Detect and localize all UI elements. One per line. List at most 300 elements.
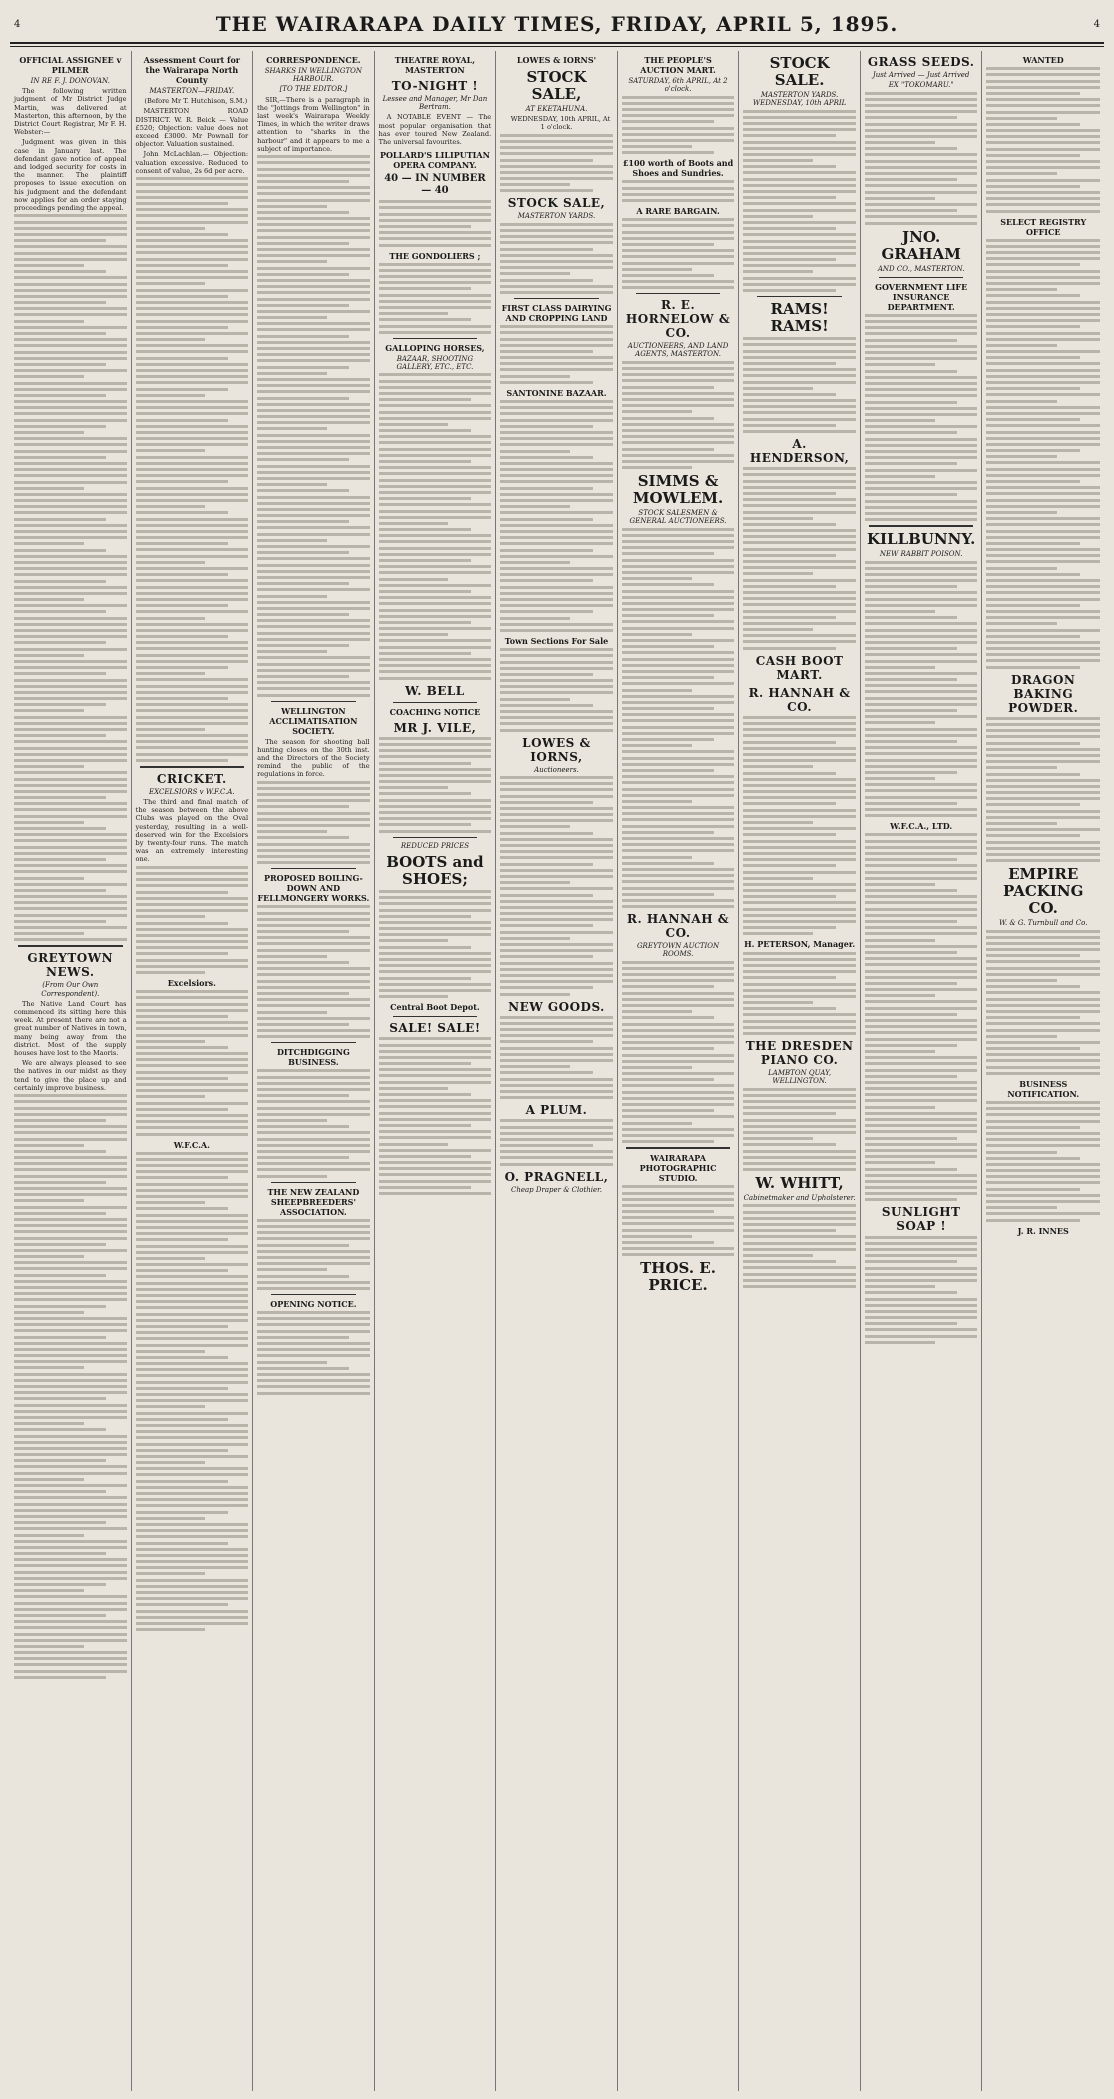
text-line [500, 511, 613, 514]
text-line [986, 723, 1100, 726]
text-line [14, 1447, 127, 1450]
text-line [136, 202, 228, 205]
text-line [865, 450, 978, 453]
text-line [500, 832, 592, 835]
text-line [257, 1373, 370, 1376]
text-line [257, 452, 370, 455]
text-line [622, 1078, 714, 1081]
text-line [14, 369, 127, 372]
text-line [986, 117, 1056, 120]
advert-subheading: EX "TOKOMARU." [888, 81, 954, 90]
text-line [865, 1192, 978, 1195]
text-line [257, 545, 370, 548]
text-line [986, 523, 1100, 526]
text-line [136, 320, 249, 323]
text-line [622, 627, 735, 630]
text-line [865, 647, 957, 650]
text-line [986, 406, 1100, 409]
text-line [14, 493, 127, 496]
text-line [257, 1361, 327, 1364]
text-line [622, 280, 735, 283]
text-line [865, 858, 957, 861]
text-line [743, 572, 813, 575]
text-line [14, 1527, 127, 1530]
text-line [743, 523, 835, 526]
text-line [379, 964, 492, 967]
text-line [14, 1292, 127, 1295]
text-line [986, 239, 1100, 242]
text-line [14, 264, 84, 267]
text-line [257, 1323, 370, 1326]
text-line [257, 949, 370, 952]
text-line [622, 750, 735, 753]
text-line [743, 343, 856, 346]
text-line [500, 863, 592, 866]
text-line [986, 629, 1100, 632]
text-line [743, 1229, 835, 1232]
text-line [257, 397, 349, 400]
text-line [14, 802, 127, 805]
text-line [14, 1212, 106, 1215]
text-line [14, 351, 127, 354]
text-line [136, 1133, 249, 1136]
text-line [257, 955, 327, 958]
text-line [865, 1285, 935, 1288]
text-line [743, 958, 856, 961]
text-line [865, 1000, 978, 1003]
text-line [743, 1119, 856, 1122]
text-line [622, 429, 735, 432]
text-line [622, 967, 735, 970]
text-line [622, 862, 714, 865]
text-line [743, 141, 856, 144]
body-text-block [622, 528, 735, 908]
text-line [136, 1628, 206, 1631]
text-line [257, 619, 370, 622]
text-line [257, 254, 370, 257]
text-line [379, 565, 492, 568]
text-line [136, 1461, 206, 1464]
text-line [257, 378, 370, 381]
text-line [986, 197, 1100, 200]
text-line [500, 825, 570, 828]
text-line [257, 168, 370, 171]
text-line [136, 251, 249, 254]
text-line [865, 357, 978, 360]
text-line [14, 1360, 127, 1363]
text-line [622, 763, 735, 766]
text-line [257, 1150, 370, 1153]
text-line [14, 728, 127, 731]
text-line [14, 790, 127, 793]
text-line [257, 260, 327, 263]
advert-heading: A PLUM. [525, 1103, 588, 1118]
text-line [14, 1657, 127, 1660]
text-line [257, 564, 370, 567]
score-heading: Excelsiors. [167, 978, 216, 989]
text-line [865, 401, 957, 404]
text-line [379, 946, 471, 949]
text-line [14, 852, 127, 855]
text-line [622, 448, 714, 451]
text-line [986, 301, 1100, 304]
text-line [500, 912, 613, 915]
text-line [500, 691, 613, 694]
text-line [986, 828, 1100, 831]
text-line [14, 221, 127, 224]
text-line [257, 427, 327, 430]
article-subheading: SHARKS IN WELLINGTON HARBOUR. [264, 67, 362, 84]
body-text-block [257, 1311, 370, 1394]
text-line [622, 1091, 735, 1094]
text-line [500, 1034, 613, 1037]
text-line [743, 541, 856, 544]
text-line [622, 670, 735, 673]
text-line [14, 1298, 127, 1301]
text-line [257, 1348, 370, 1351]
text-line [14, 858, 106, 861]
article-text: SIR,—There is a paragraph in the "Jottings from Wellington" in last week's Wairarapa Weekly Times, in which the writer draws attention to "sharks in the harbour" and it appears to me a subject of importance. [257, 95, 370, 153]
text-line [743, 1266, 856, 1269]
text-line [743, 1223, 856, 1226]
text-line [257, 687, 370, 690]
text-line [743, 616, 835, 619]
body-text-block [743, 1204, 856, 1287]
text-line [986, 276, 1100, 279]
text-line [743, 1112, 835, 1115]
text-line [14, 759, 127, 762]
text-line [743, 110, 856, 113]
advert-text: A NOTABLE EVENT — The most popular organisation that has ever toured New Zealand. The universal favourites. [378, 113, 492, 147]
text-line [622, 707, 714, 710]
text-line [257, 1107, 370, 1110]
text-line [986, 92, 1079, 95]
text-line [743, 362, 835, 365]
text-line [743, 387, 813, 390]
text-line [986, 960, 1100, 963]
text-line [622, 590, 735, 593]
text-line [257, 663, 370, 666]
text-line [14, 518, 106, 521]
text-line [136, 971, 206, 974]
text-line [136, 1126, 249, 1129]
text-line [865, 1019, 978, 1022]
text-line [379, 1136, 492, 1139]
text-line [865, 1069, 978, 1072]
text-line [379, 762, 471, 765]
text-line [14, 889, 106, 892]
text-line [136, 759, 228, 762]
text-line [379, 373, 492, 376]
text-line [379, 534, 492, 537]
text-line [257, 812, 370, 815]
text-line [257, 1379, 370, 1382]
text-line [743, 1273, 856, 1276]
text-line [136, 1251, 249, 1254]
text-line [986, 1126, 1079, 1129]
text-line [986, 948, 1100, 951]
text-line [865, 1007, 978, 1010]
text-line [743, 283, 856, 286]
text-line [500, 617, 570, 620]
text-line [379, 466, 492, 469]
text-line [379, 902, 492, 905]
text-line [500, 1119, 613, 1122]
text-line [743, 128, 856, 131]
text-line [622, 1066, 692, 1069]
text-line [257, 930, 349, 933]
text-line [865, 579, 978, 582]
text-line [379, 281, 492, 284]
text-line [14, 1150, 106, 1153]
text-line [622, 417, 714, 420]
text-line [257, 1336, 349, 1339]
text-line [136, 1597, 249, 1600]
text-line [14, 827, 106, 830]
article-text: (Before Mr T. Hutchison, S.M.) [144, 97, 248, 106]
text-line [136, 518, 249, 521]
text-line [379, 786, 449, 789]
text-line [379, 1105, 492, 1108]
text-line [865, 147, 957, 150]
text-line [14, 1230, 127, 1233]
text-line [14, 1249, 127, 1252]
text-line [865, 635, 978, 638]
text-line [14, 1391, 127, 1394]
article-subheading: [TO THE EDITOR.] [279, 85, 348, 94]
text-line [14, 1379, 127, 1382]
text-line [136, 1077, 228, 1080]
text-line [622, 757, 735, 760]
advert-subheading: SATURDAY, 6th APRIL, At 2 o'clock. [628, 77, 728, 94]
text-line [136, 332, 249, 335]
text-line [257, 273, 349, 276]
text-line [986, 973, 1100, 976]
text-line [743, 603, 856, 606]
text-line [257, 1029, 370, 1032]
text-line [136, 1560, 249, 1563]
text-line [743, 790, 856, 793]
text-line [743, 747, 856, 750]
text-line [743, 122, 856, 125]
text-line [136, 915, 206, 918]
text-line [986, 179, 1100, 182]
text-line [865, 951, 957, 954]
text-line [379, 584, 492, 587]
text-line [257, 607, 370, 610]
text-line [500, 931, 613, 934]
text-line [865, 994, 935, 997]
text-line [14, 685, 127, 688]
text-line [500, 1150, 613, 1153]
text-line [743, 227, 835, 230]
text-line [257, 328, 370, 331]
advert-subheading: Just Arrived — Just Arrived [872, 71, 970, 79]
text-line [743, 647, 835, 650]
text-line [986, 1175, 1100, 1178]
text-line [865, 914, 978, 917]
text-line [622, 1115, 735, 1118]
advert-heading: THOS. E. PRICE. [640, 1259, 716, 1295]
body-text-block [500, 1016, 613, 1099]
text-line [986, 1212, 1100, 1215]
text-line [500, 1059, 613, 1062]
text-line [379, 664, 492, 667]
text-line [622, 719, 735, 722]
text-line [379, 1186, 471, 1189]
text-line [622, 392, 735, 395]
text-line [257, 1354, 370, 1357]
text-line [986, 585, 1100, 588]
text-line [14, 1645, 84, 1648]
text-line [14, 1274, 106, 1277]
body-text-block [379, 737, 492, 833]
text-line [14, 703, 106, 706]
column-3 [253, 51, 375, 2091]
text-line [622, 1054, 735, 1057]
text-line [136, 965, 249, 968]
text-line [986, 567, 1056, 570]
text-line [865, 481, 978, 484]
text-line [257, 1311, 370, 1314]
text-line [743, 356, 856, 359]
text-line [865, 982, 957, 985]
text-line [865, 585, 957, 588]
text-line [743, 840, 856, 843]
text-line [14, 536, 127, 539]
text-line [14, 1168, 127, 1171]
text-line [257, 1125, 349, 1128]
text-line [622, 620, 735, 623]
text-line [500, 462, 613, 465]
text-line [14, 462, 127, 465]
text-line [743, 585, 835, 588]
text-line [865, 500, 978, 503]
text-line [257, 217, 370, 220]
text-line [379, 817, 492, 820]
text-line [136, 678, 249, 681]
article-text: The third and final match of the season between the above Clubs was played on the Oval yesterday, resulting in a well-deserved win for the Excelsiors by twenty-four runs. The match was an extremely interesting one. [135, 798, 249, 864]
text-line [257, 613, 349, 616]
text-line [865, 1155, 978, 1158]
text-line [14, 709, 84, 712]
text-line [743, 908, 856, 911]
advert-heading: H. PETERSON, Manager. [744, 939, 856, 950]
text-line [257, 799, 370, 802]
text-line [14, 691, 127, 694]
text-line [500, 524, 613, 527]
text-line [622, 887, 735, 890]
text-line [14, 400, 127, 403]
text-line [865, 1335, 978, 1338]
text-line [986, 1138, 1100, 1141]
text-line [136, 1313, 249, 1316]
text-line [865, 877, 978, 880]
text-line [743, 1143, 835, 1146]
text-line [14, 1651, 127, 1654]
text-line [136, 1263, 249, 1266]
text-line [986, 1059, 1100, 1062]
body-text-block [257, 1069, 370, 1177]
text-line [379, 1149, 492, 1152]
text-line [136, 1319, 249, 1322]
text-line [500, 368, 613, 371]
text-line [379, 510, 492, 513]
text-line [986, 418, 1079, 421]
text-line [986, 779, 1100, 782]
text-line [622, 151, 714, 154]
text-line [14, 784, 127, 787]
text-line [500, 1047, 613, 1050]
text-line [136, 1566, 249, 1569]
text-line [865, 740, 957, 743]
text-line [986, 573, 1079, 576]
text-line [257, 483, 327, 486]
text-line [14, 1243, 106, 1246]
article-text: The following written judgment of Mr District Judge Martin, was delivered at Masterton, this afternoon, by the District Court Registrar, Mr F. H. Webster:— [14, 87, 127, 137]
advert-heading: Central Boot Depot. [390, 1002, 480, 1013]
text-line [14, 487, 84, 490]
text-line [622, 800, 692, 803]
text-line [500, 487, 592, 490]
text-line [257, 805, 349, 808]
text-line [865, 407, 978, 410]
text-line [986, 98, 1100, 101]
text-line [14, 1385, 127, 1388]
text-line [136, 449, 206, 452]
body-text-block [136, 177, 249, 762]
classifieds-block [986, 239, 1100, 669]
text-line [136, 1306, 249, 1309]
text-line [622, 905, 735, 908]
text-line [865, 1099, 978, 1102]
text-line [622, 1241, 714, 1244]
text-line [14, 586, 127, 589]
text-line [379, 977, 471, 980]
text-line [379, 219, 492, 222]
text-line [622, 868, 735, 871]
text-line [865, 1328, 978, 1331]
advert-subheading: MASTERTON YARDS. WEDNESDAY, 10th APRIL [752, 91, 847, 108]
text-line [136, 1548, 249, 1551]
text-line [622, 1035, 735, 1038]
text-line [500, 331, 613, 334]
text-line [14, 808, 127, 811]
text-line [14, 629, 127, 632]
text-line [257, 861, 370, 864]
text-line [14, 276, 127, 279]
text-line [865, 1118, 978, 1121]
text-line [986, 591, 1100, 594]
body-text-block [257, 155, 370, 696]
text-line [865, 160, 978, 163]
advert-heading: R. E. HORNELOW & CO. [625, 298, 731, 341]
text-line [865, 622, 978, 625]
text-line [14, 740, 127, 743]
text-line [136, 406, 249, 409]
text-line [14, 833, 127, 836]
text-line [379, 503, 492, 506]
text-line [865, 1248, 978, 1251]
text-line [500, 887, 613, 890]
text-line [257, 576, 370, 579]
text-line [136, 647, 249, 650]
advert-heading: W.F.C.A., LTD. [890, 821, 953, 832]
text-line [865, 419, 935, 422]
text-line [986, 967, 1100, 970]
text-line [257, 465, 370, 468]
text-line [743, 277, 856, 280]
